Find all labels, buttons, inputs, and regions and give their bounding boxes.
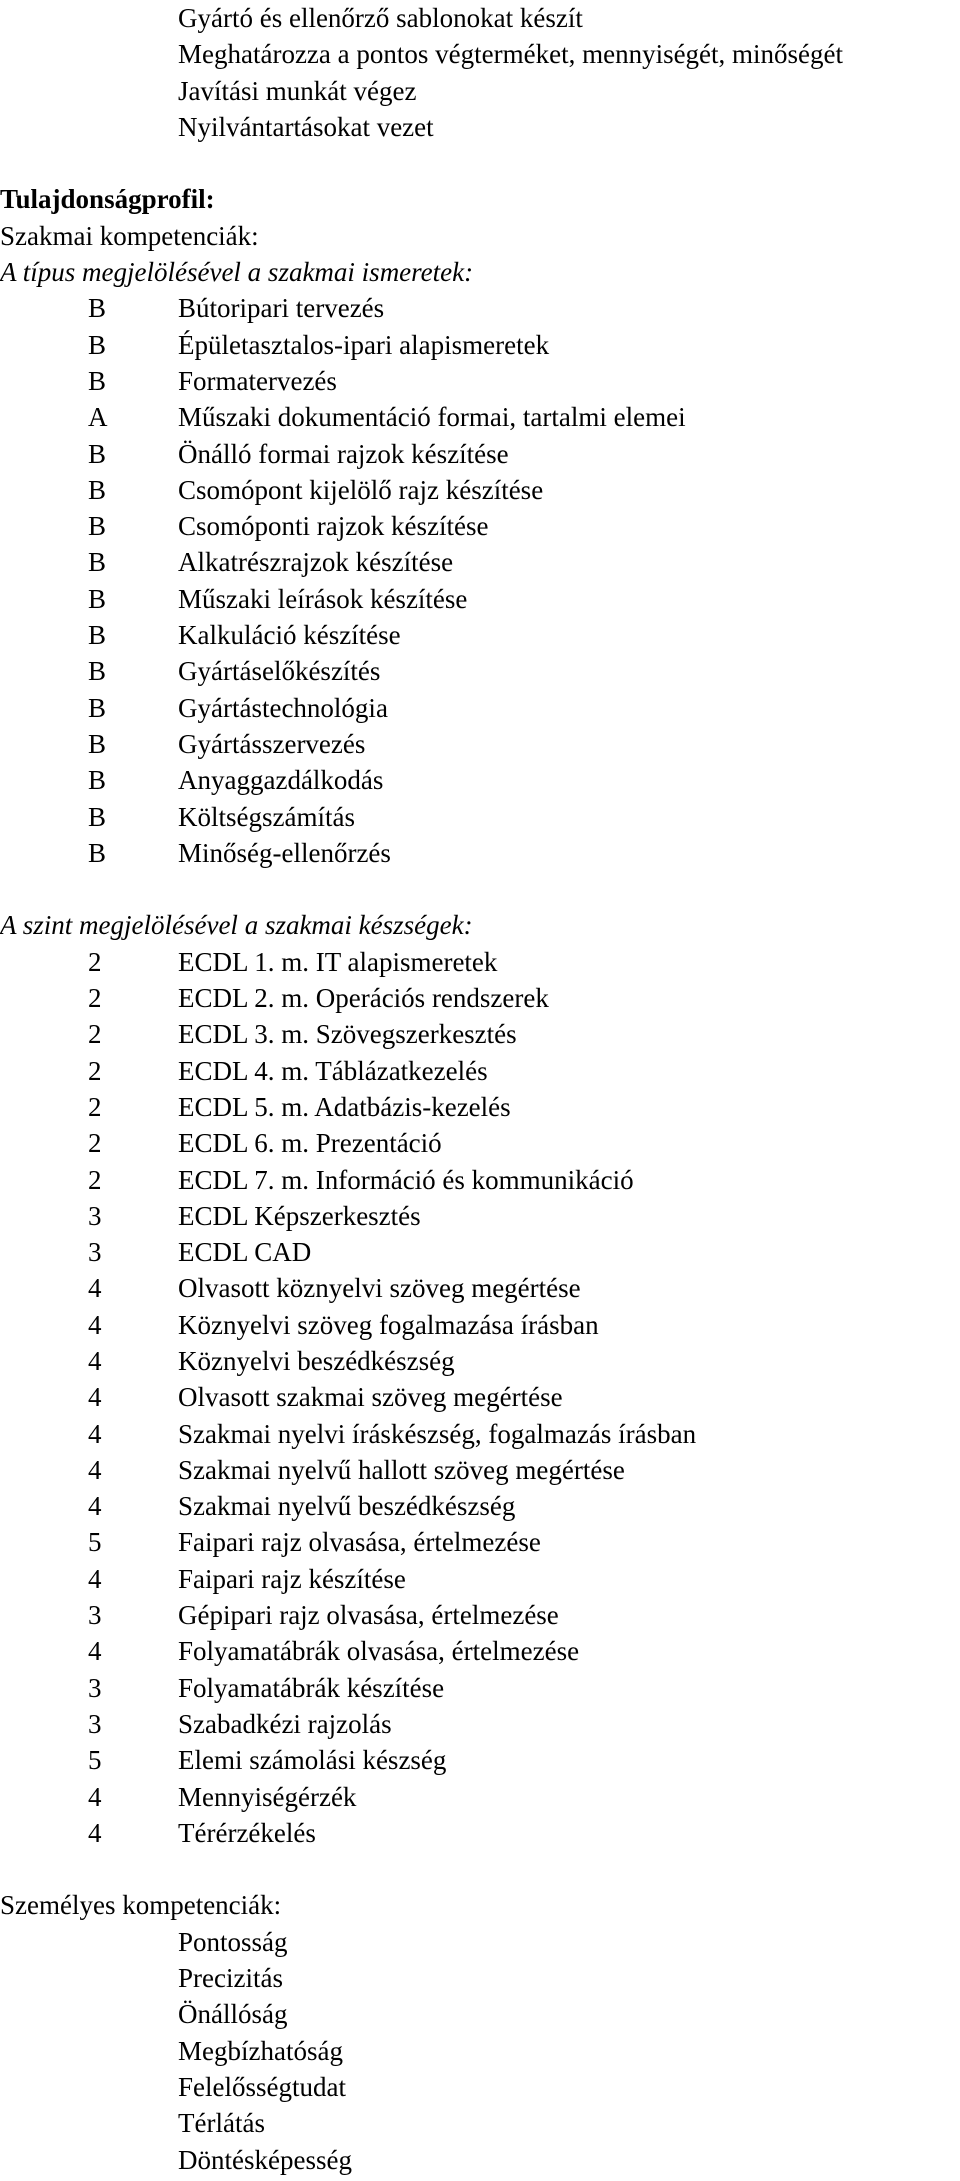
list-item [0,1815,960,1851]
item-level-code: 2 [88,1091,102,1122]
profile-heading: Tulajdonságprofil: [0,184,215,215]
item-text: Köznyelvi szöveg fogalmazása írásban [178,1309,599,1340]
item-text: ECDL 6. m. Prezentáció [178,1128,442,1159]
list-item [0,726,960,762]
intro-task: Nyilvántartásokat vezet [178,111,434,142]
item-level-code: B [88,511,107,542]
list-item [0,1452,960,1488]
item-text: Köznyelvi beszédkészség [178,1345,455,1376]
item-text: Folyamatábrák készítése [178,1672,445,1703]
item-text: Faipari rajz olvasása, értelmezése [178,1527,541,1558]
spacer [0,145,960,181]
item-level-code: B [88,547,107,578]
item-level-code: 3 [88,1708,102,1739]
list-item [0,653,960,689]
personal-competency: Térlátás [178,2108,265,2139]
item-text: Elemi számolási készség [178,1745,447,1776]
item-level-code: 3 [88,1672,102,1703]
spacer [0,871,960,907]
list-item [0,1524,960,1560]
item-text: Faipari rajz készítése [178,1563,406,1594]
item-text: Alkatrészrajzok készítése [178,547,454,578]
list-item [0,1016,960,1052]
list-item [0,762,960,798]
knowledge-heading: A típus megjelölésével a szakmai ismeretek: [0,257,474,288]
intro-task-list [0,0,960,145]
item-level-code: 4 [88,1345,102,1376]
item-text: ECDL 4. m. Táblázatkezelés [178,1055,488,1086]
item-text: Olvasott szakmai szöveg megértése [178,1382,563,1413]
item-level-code: B [88,692,107,723]
item-level-code: B [88,801,107,832]
item-text: Önálló formai rajzok készítése [178,438,509,469]
list-item [0,1198,960,1234]
item-text: Szakmai nyelvű beszédkészség [178,1491,516,1522]
item-text: Olvasott köznyelvi szöveg megértése [178,1273,581,1304]
item-text: ECDL 3. m. Szövegszerkesztés [178,1019,517,1050]
item-level-code: 4 [88,1781,102,1812]
list-item [0,1162,960,1198]
item-level-code: 5 [88,1527,102,1558]
list-item [0,1597,960,1633]
item-level-code: 2 [88,1164,102,1195]
item-level-code: 4 [88,1309,102,1340]
item-text: ECDL Képszerkesztés [178,1200,421,1231]
list-item [0,1089,960,1125]
knowledge-list [0,290,960,871]
list-item [0,1416,960,1452]
item-text: Gyártáselőkészítés [178,656,381,687]
personal-competency: Megbízhatóság [178,2035,343,2066]
list-item [0,436,960,472]
item-text: ECDL 5. m. Adatbázis-kezelés [178,1091,511,1122]
item-text: ECDL 2. m. Operációs rendszerek [178,983,549,1014]
item-level-code: 4 [88,1273,102,1304]
list-item [0,399,960,435]
personal-competency: Pontosság [178,1926,288,1957]
item-text: ECDL 7. m. Információ és kommunikáció [178,1164,634,1195]
item-text: Minőség-ellenőrzés [178,837,391,868]
item-level-code: 3 [88,1600,102,1631]
intro-task: Meghatározza a pontos végterméket, mennyiségét, minőségét [178,39,844,70]
item-level-code: B [88,656,107,687]
item-level-code: 4 [88,1418,102,1449]
intro-task: Gyártó és ellenőrző sablonokat készít [178,3,583,33]
skills-heading: A szint megjelölésével a szakmai készségek: [0,910,473,941]
list-item [0,327,960,363]
list-item [0,944,960,980]
list-item [0,508,960,544]
personal-heading: Személyes kompetenciák: [0,1890,282,1921]
list-item [0,1270,960,1306]
personal-competency: Döntésképesség [178,2144,352,2175]
list-item [0,290,960,326]
list-item [0,1234,960,1270]
item-level-code: B [88,365,107,396]
list-item [0,1379,960,1415]
item-level-code: 2 [88,1055,102,1086]
item-level-code: 3 [88,1237,102,1268]
list-item [0,472,960,508]
list-item [0,799,960,835]
item-level-code: 4 [88,1454,102,1485]
item-text: Csomópont kijelölő rajz készítése [178,474,544,505]
personal-list [0,1924,960,2178]
item-text: Térérzékelés [178,1817,316,1848]
list-item [0,1343,960,1379]
item-level-code: B [88,474,107,505]
list-item [0,690,960,726]
item-level-code: B [88,438,107,469]
item-level-code: B [88,837,107,868]
item-level-code: B [88,583,107,614]
item-text: Szabadkézi rajzolás [178,1708,392,1739]
spacer [0,1851,960,1887]
item-level-code: 4 [88,1817,102,1848]
item-level-code: B [88,728,107,759]
item-text: Műszaki leírások készítése [178,583,468,614]
list-item [0,617,960,653]
list-item [0,980,960,1016]
personal-competency: Precizitás [178,1963,283,1994]
list-item [0,1742,960,1778]
item-text: Formatervezés [178,365,337,396]
item-level-code: 2 [88,1128,102,1159]
list-item [0,1488,960,1524]
item-level-code: 2 [88,983,102,1014]
item-text: Gyártásszervezés [178,728,366,759]
item-level-code: 4 [88,1636,102,1667]
item-level-code: B [88,293,107,324]
item-text: Bútoripari tervezés [178,293,385,324]
list-item [0,1307,960,1343]
item-text: Gyártástechnológia [178,692,388,723]
item-text: Mennyiségérzék [178,1781,357,1812]
item-level-code: 2 [88,1019,102,1050]
item-level-code: 4 [88,1382,102,1413]
list-item [0,1670,960,1706]
list-item [0,1561,960,1597]
item-level-code: 4 [88,1491,102,1522]
item-text: Műszaki dokumentáció formai, tartalmi elemei [178,402,686,433]
personal-competency: Önállóság [178,1999,288,2030]
item-level-code: B [88,620,107,651]
personal-competency: Felelősségtudat [178,2071,346,2102]
skills-list [0,944,960,1851]
item-level-code: 2 [88,946,102,977]
list-item [0,1125,960,1161]
item-level-code: A [88,402,108,433]
item-text: Szakmai nyelvű hallott szöveg megértése [178,1454,625,1485]
list-item [0,581,960,617]
item-text: Szakmai nyelvi íráskészség, fogalmazás írásban [178,1418,697,1449]
item-text: Épületasztalos-ipari alapismeretek [178,329,550,360]
list-item [0,1779,960,1815]
list-item [0,835,960,871]
item-text: Kalkuláció készítése [178,620,401,651]
item-level-code: 4 [88,1563,102,1594]
list-item [0,363,960,399]
item-level-code: B [88,329,107,360]
list-item [0,1633,960,1669]
professional-heading: Szakmai kompetenciák: [0,220,259,251]
list-item [0,544,960,580]
intro-task: Javítási munkát végez [178,75,417,106]
item-text: ECDL 1. m. IT alapismeretek [178,946,498,977]
item-level-code: 3 [88,1200,102,1231]
item-level-code: B [88,765,107,796]
list-item [0,1706,960,1742]
item-text: Gépipari rajz olvasása, értelmezése [178,1600,559,1631]
item-text: Folyamatábrák olvasása, értelmezése [178,1636,580,1667]
item-level-code: 5 [88,1745,102,1776]
item-text: Költségszámítás [178,801,355,832]
item-text: Csomóponti rajzok készítése [178,511,489,542]
item-text: Anyaggazdálkodás [178,765,384,796]
list-item [0,1053,960,1089]
item-text: ECDL CAD [178,1237,312,1268]
